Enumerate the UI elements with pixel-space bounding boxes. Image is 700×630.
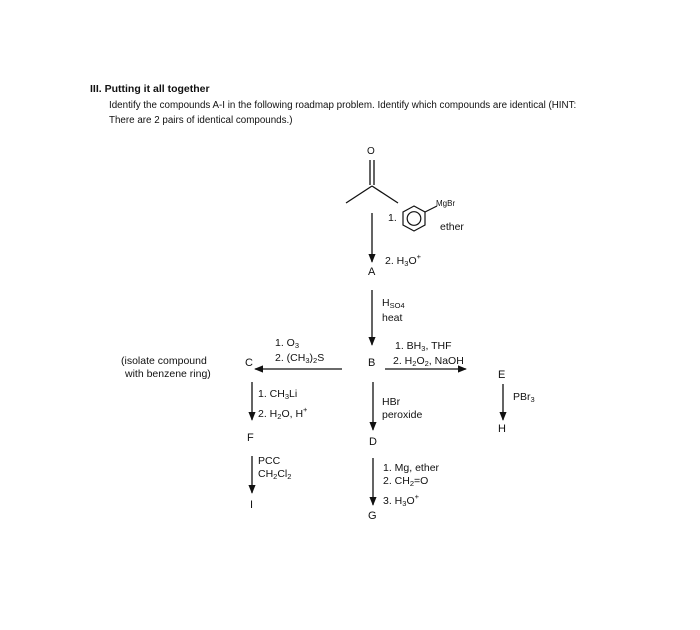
compound-b: B [368, 357, 376, 369]
reagent-e-to-h: PBr$_3$ [513, 391, 535, 404]
reagent-b-to-e: 1. $BH_3$, THF 2. $H_2O_2$, NaOH [393, 340, 464, 368]
compound-d: D [369, 436, 377, 448]
compound-g: G [368, 510, 377, 522]
reagent-b-to-c: 1. $O_3$ 2. $(CH_3)_2S$ [275, 337, 325, 365]
section-title: III. Putting it all together [90, 83, 210, 95]
step1-number: 1. [388, 212, 397, 224]
instructions-text: Identify the compounds A-I in the following roadmap problem. Identify which compounds are identical (HINT: There are 2 pairs of identical compounds.) [109, 100, 577, 126]
step2-acid-workup: 2. $H_3O^+$ [385, 252, 421, 268]
starting-ketone-structure [346, 160, 398, 203]
compound-h: H [498, 423, 506, 435]
reagent-b-to-d: HBr peroxide [382, 396, 423, 421]
isolate-note: (isolate compound with benzene ring) [121, 355, 211, 380]
reagent-c-to-f: 1. $CH_3Li$ 2. $H_2O$, H+ [258, 388, 308, 421]
carbonyl-oxygen-label: O [367, 146, 375, 157]
grignard-solvent: ether [440, 221, 464, 233]
compound-i: I [250, 499, 254, 511]
compound-a: A [368, 266, 376, 278]
compound-f: F [247, 432, 254, 444]
phenylmagnesium-bromide-structure [403, 206, 437, 231]
compound-e: E [498, 369, 506, 381]
reagent-f-to-i: PCC $CH_2Cl_2$ [258, 455, 292, 481]
compound-c: C [245, 357, 253, 369]
reagent-a-to-b: $H_{SO4}$ heat [382, 297, 405, 324]
grignard-group-label: MgBr [436, 199, 456, 208]
reagent-d-to-g: 1. Mg, ether 2. $CH_2=O$ 3. $H_3O^+$ [383, 462, 440, 508]
